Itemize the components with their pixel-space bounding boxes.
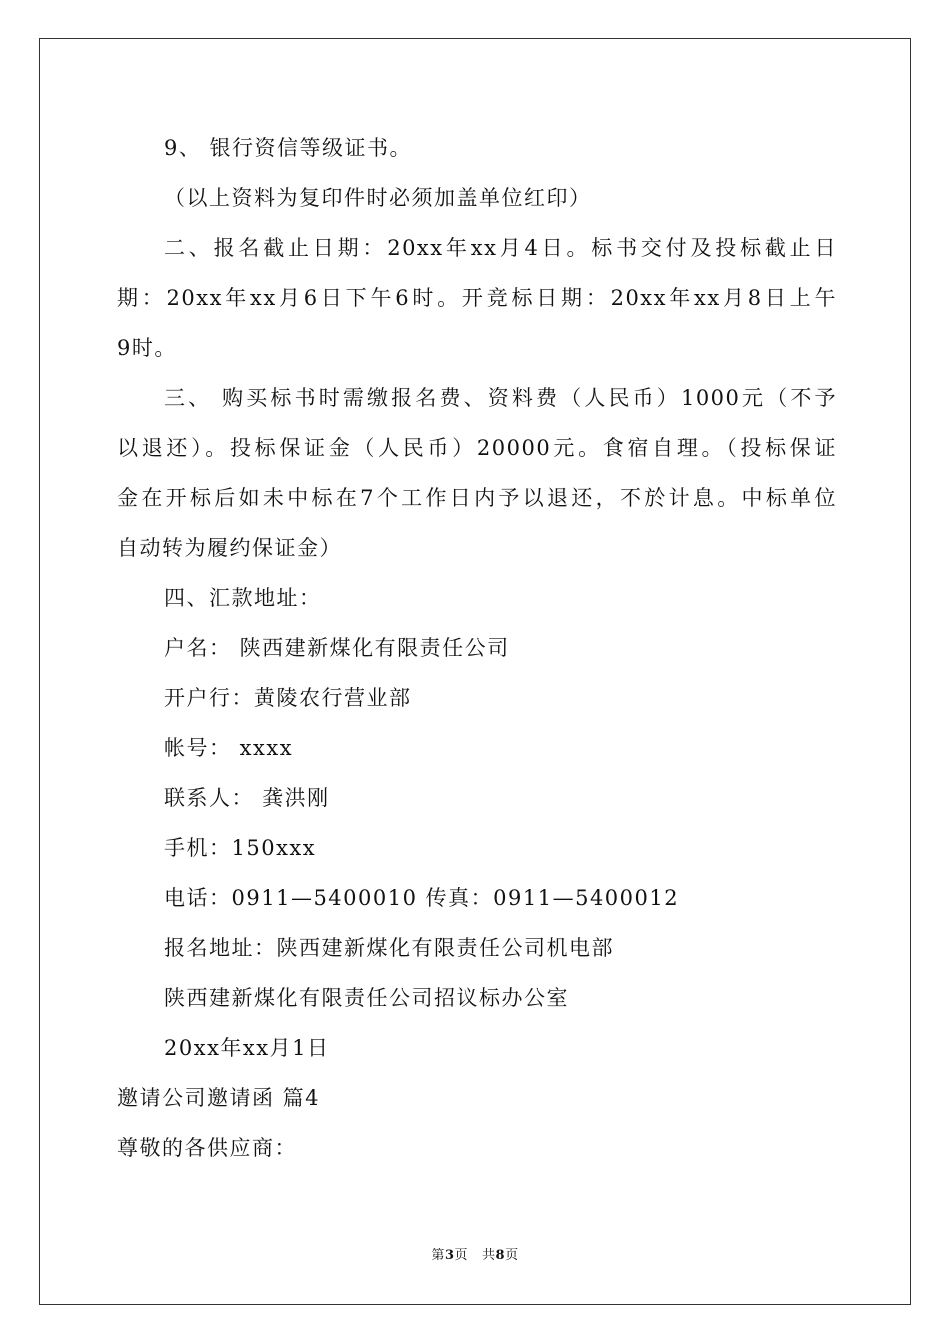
page-current: 3 bbox=[444, 1248, 455, 1263]
total-prefix: 共 bbox=[482, 1248, 496, 1263]
paragraph-line: （以上资料为复印件时必须加盖单位红印） bbox=[164, 186, 592, 210]
paragraph-line: 四、汇款地址： bbox=[164, 586, 322, 610]
section-heading: 邀请公司邀请函 篇4 bbox=[117, 1086, 321, 1110]
salutation: 尊敬的各供应商： bbox=[117, 1136, 297, 1160]
paragraph-line: 期：20xx年xx月6日下午6时。开竞标日期：20xx年xx月8日上午 bbox=[117, 286, 837, 310]
paragraph-line: 20xx年xx月1日 bbox=[164, 1036, 330, 1060]
paragraph-line: 金在开标后如未中标在7个工作日内予以退还，不於计息。中标单位 bbox=[117, 486, 837, 510]
paragraph-line: 联系人： 龚洪刚 bbox=[164, 786, 330, 810]
paragraph-line: 三、 购买标书时需缴报名费、资料费（人民币）1000元（不予 bbox=[164, 386, 837, 410]
paragraph-line: 电话：0911—5400010 传真：0911—5400012 bbox=[164, 886, 680, 910]
paragraph-line: 报名地址：陕西建新煤化有限责任公司机电部 bbox=[164, 936, 614, 960]
paragraph-line: 手机：150xxx bbox=[164, 836, 317, 860]
document-body bbox=[117, 130, 837, 1180]
paragraph-line: 陕西建新煤化有限责任公司招议标办公室 bbox=[164, 986, 569, 1010]
paragraph-line: 开户行：黄陵农行营业部 bbox=[164, 686, 412, 710]
paragraph-line: 9、 银行资信等级证书。 bbox=[164, 136, 413, 160]
paragraph-line: 帐号： xxxx bbox=[164, 736, 294, 760]
paragraph-line: 9时。 bbox=[117, 336, 177, 360]
paragraph-line: 自动转为履约保证金） bbox=[117, 536, 342, 560]
page-prefix: 第 bbox=[431, 1248, 445, 1263]
total-suffix: 页 bbox=[505, 1248, 519, 1263]
paragraph-line: 二、报名截止日期：20xx年xx月4日。标书交付及投标截止日 bbox=[164, 236, 837, 260]
page-suffix: 页 bbox=[454, 1248, 468, 1263]
paragraph-line: 以退还）。投标保证金（人民币）20000元。食宿自理。（投标保证 bbox=[117, 436, 837, 460]
page-footer bbox=[0, 1244, 950, 1263]
paragraph-line: 户名： 陕西建新煤化有限责任公司 bbox=[164, 636, 510, 660]
page-total: 8 bbox=[495, 1248, 506, 1263]
